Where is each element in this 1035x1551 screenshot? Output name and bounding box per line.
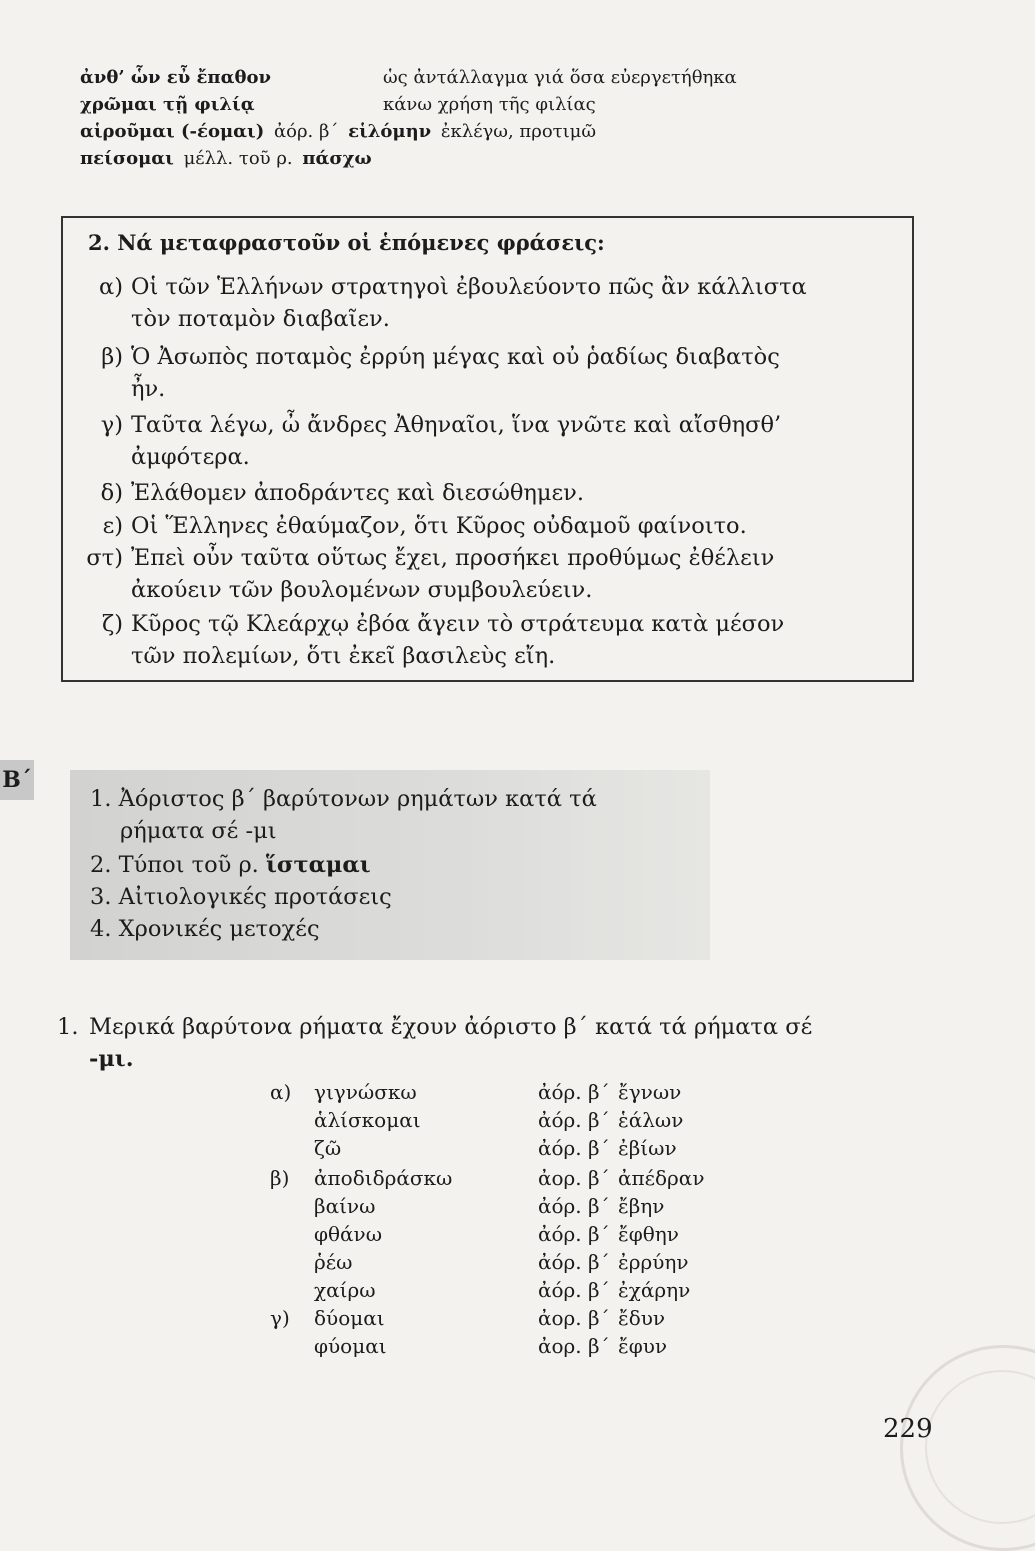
phrase-label: στ) — [86, 545, 123, 571]
verb-group-label: α) — [270, 1080, 292, 1104]
topic-text-bold: ἵσταμαι — [265, 852, 371, 878]
topic-item — [90, 882, 392, 912]
rule-number: 1. — [57, 1014, 79, 1040]
verb-present: ῥέω — [314, 1250, 353, 1274]
vocab-row — [80, 145, 880, 172]
phrase-line: Ἐλάθομεν ἀποδράντες καὶ διεσώθημεν. — [131, 480, 584, 506]
verb-aorist-label: ἀόρ. β΄ — [538, 1080, 610, 1104]
verb-group-label: γ) — [270, 1306, 290, 1330]
phrase-line: Κῦρος τῷ Κλεάρχῳ ἐβόα ἄγειν τὸ στράτευμα κατὰ μέσον — [131, 611, 785, 637]
phrase-line: τῶν πολεμίων, ὅτι ἐκεῖ βασιλεὺς εἴη. — [131, 643, 556, 669]
topic-number: 4. — [90, 916, 112, 942]
verb-aorist-label: ἀόρ. β΄ — [538, 1222, 610, 1246]
exercise-title: 2. Νά μεταφραστοῦν οἱ ἑπόμενες φράσεις: — [88, 230, 605, 255]
vocab-term-form: εἱλόμην — [348, 121, 432, 142]
phrase-label: ζ) — [102, 611, 123, 637]
verb-aorist-label: ἀορ. β΄ — [538, 1306, 610, 1330]
phrase-line: ἀμφότερα. — [131, 444, 250, 470]
vocab-row — [80, 91, 880, 118]
topic-item-continuation — [120, 816, 277, 846]
phrase-label: δ) — [100, 480, 123, 506]
verb-aorist-label: ἀόρ. β΄ — [538, 1108, 610, 1132]
topic-number: 3. — [90, 884, 112, 910]
verb-aorist: ἀπέδραν — [618, 1166, 705, 1190]
verb-aorist-label: ἀόρ. β΄ — [538, 1136, 610, 1160]
verb-present: χαίρω — [314, 1278, 376, 1302]
rule-line: Μερικά βαρύτονα ρήματα ἔχουν ἀόριστο β΄ κατά τά ρήματα σέ — [89, 1014, 813, 1040]
phrase-label: ε) — [102, 513, 123, 539]
show-through-right — [900, 60, 1035, 660]
rule-line-bold: -μι. — [89, 1046, 134, 1072]
vocab-grammar-note: ἀόρ. β΄ — [273, 121, 339, 142]
verb-present: ζῶ — [314, 1136, 342, 1160]
vocab-translation: ἐκλέγω, προτιμῶ — [440, 121, 597, 142]
phrase-line: Ταῦτα λέγω, ὦ ἄνδρες Ἀθηναῖοι, ἵνα γνῶτε καὶ αἴσθησθ’ — [131, 412, 782, 438]
verb-present: γιγνώσκω — [314, 1080, 417, 1104]
topic-number: 2. — [90, 852, 112, 878]
topic-text: Ἀόριστος β΄ βαρύτονων ρημάτων κατά τά — [118, 786, 597, 812]
vocab-term: πείσομαι — [80, 148, 174, 169]
phrase-line: Οἱ Ἕλληνες ἐθαύμαζον, ὅτι Κῦρος οὐδαμοῦ φαίνοιτο. — [131, 513, 747, 539]
verb-aorist: ἔβην — [618, 1194, 665, 1218]
vocab-translation: κάνω χρήση τῆς φιλίας — [383, 94, 596, 115]
verb-present: φύομαι — [314, 1334, 387, 1358]
verb-present: δύομαι — [314, 1306, 385, 1330]
vocab-term: αἱροῦμαι (-έομαι) — [80, 121, 265, 142]
topic-text: Αἰτιολογικές προτάσεις — [118, 884, 392, 910]
verb-present: φθάνω — [314, 1222, 383, 1246]
verb-aorist: ἔφυν — [618, 1334, 668, 1358]
phrase-line: ἀκούειν τῶν βουλομένων συμβουλεύειν. — [131, 577, 593, 603]
verb-aorist-label: ἀόρ. β΄ — [538, 1250, 610, 1274]
phrase-label: γ) — [100, 412, 123, 438]
phrase-line: τὸν ποταμὸν διαβαῖεν. — [131, 306, 390, 332]
verb-aorist: ἑάλων — [618, 1108, 684, 1132]
verb-aorist: ἔγνων — [618, 1080, 682, 1104]
topic-item — [90, 850, 371, 880]
topic-text: ρήματα σέ -μι — [120, 818, 277, 844]
section-topics-panel — [70, 770, 710, 960]
vocab-term-form: πάσχω — [302, 148, 372, 169]
page-number: 229 — [883, 1414, 933, 1444]
phrase-line: Ὁ Ἀσωπὸς ποταμὸς ἐρρύη μέγας καὶ οὐ ῥαδίως διαβατὸς — [131, 344, 780, 370]
verb-aorist-label: ἀορ. β΄ — [538, 1166, 610, 1190]
verb-aorist: ἔφθην — [618, 1222, 679, 1246]
topic-text: Χρονικές μετοχές — [118, 916, 320, 942]
vocab-row — [80, 118, 880, 145]
topic-number: 1. — [90, 786, 112, 812]
topic-item — [90, 914, 320, 944]
verb-aorist: ἐρρύην — [618, 1250, 689, 1274]
verb-aorist-label: ἀόρ. β΄ — [538, 1194, 610, 1218]
verb-aorist-label: ἀόρ. β΄ — [538, 1278, 610, 1302]
translation-exercise-box — [61, 216, 914, 682]
vocab-term: ἀνθ’ ὧν εὖ ἔπαθον — [80, 67, 271, 88]
verb-aorist: ἐβίων — [618, 1136, 677, 1160]
phrase-label: β) — [101, 344, 123, 370]
verb-group-label: β) — [270, 1166, 290, 1190]
vocab-translation: ὡς ἀντάλλαγμα γιά ὅσα εὐεργετήθηκα — [383, 67, 737, 88]
topic-text: Τύποι τοῦ ρ. — [118, 852, 259, 878]
verb-present: ἀποδιδράσκω — [314, 1166, 453, 1190]
verb-present: βαίνω — [314, 1194, 376, 1218]
vocab-row — [80, 64, 880, 91]
topic-item — [90, 784, 597, 814]
phrase-line: Οἱ τῶν Ἑλλήνων στρατηγοὶ ἐβουλεύοντο πῶς ἂν κάλλιστα — [131, 274, 807, 300]
vocab-term: χρῶμαι τῇ φιλίᾳ — [80, 94, 255, 115]
section-badge: Β΄ — [0, 760, 34, 800]
verb-aorist: ἔδυν — [618, 1306, 666, 1330]
verb-present: ἁλίσκομαι — [314, 1108, 421, 1132]
vocab-grammar-note: μέλλ. τοῦ ρ. — [183, 148, 293, 169]
verb-aorist-label: ἀορ. β΄ — [538, 1334, 610, 1358]
phrase-label: α) — [99, 274, 123, 300]
verb-aorist: ἐχάρην — [618, 1278, 691, 1302]
phrase-line: ἦν. — [131, 376, 166, 402]
vocabulary-glossary — [80, 64, 880, 172]
phrase-line: Ἐπεὶ οὖν ταῦτα οὕτως ἔχει, προσήκει προθύμως ἐθέλειν — [131, 545, 775, 571]
